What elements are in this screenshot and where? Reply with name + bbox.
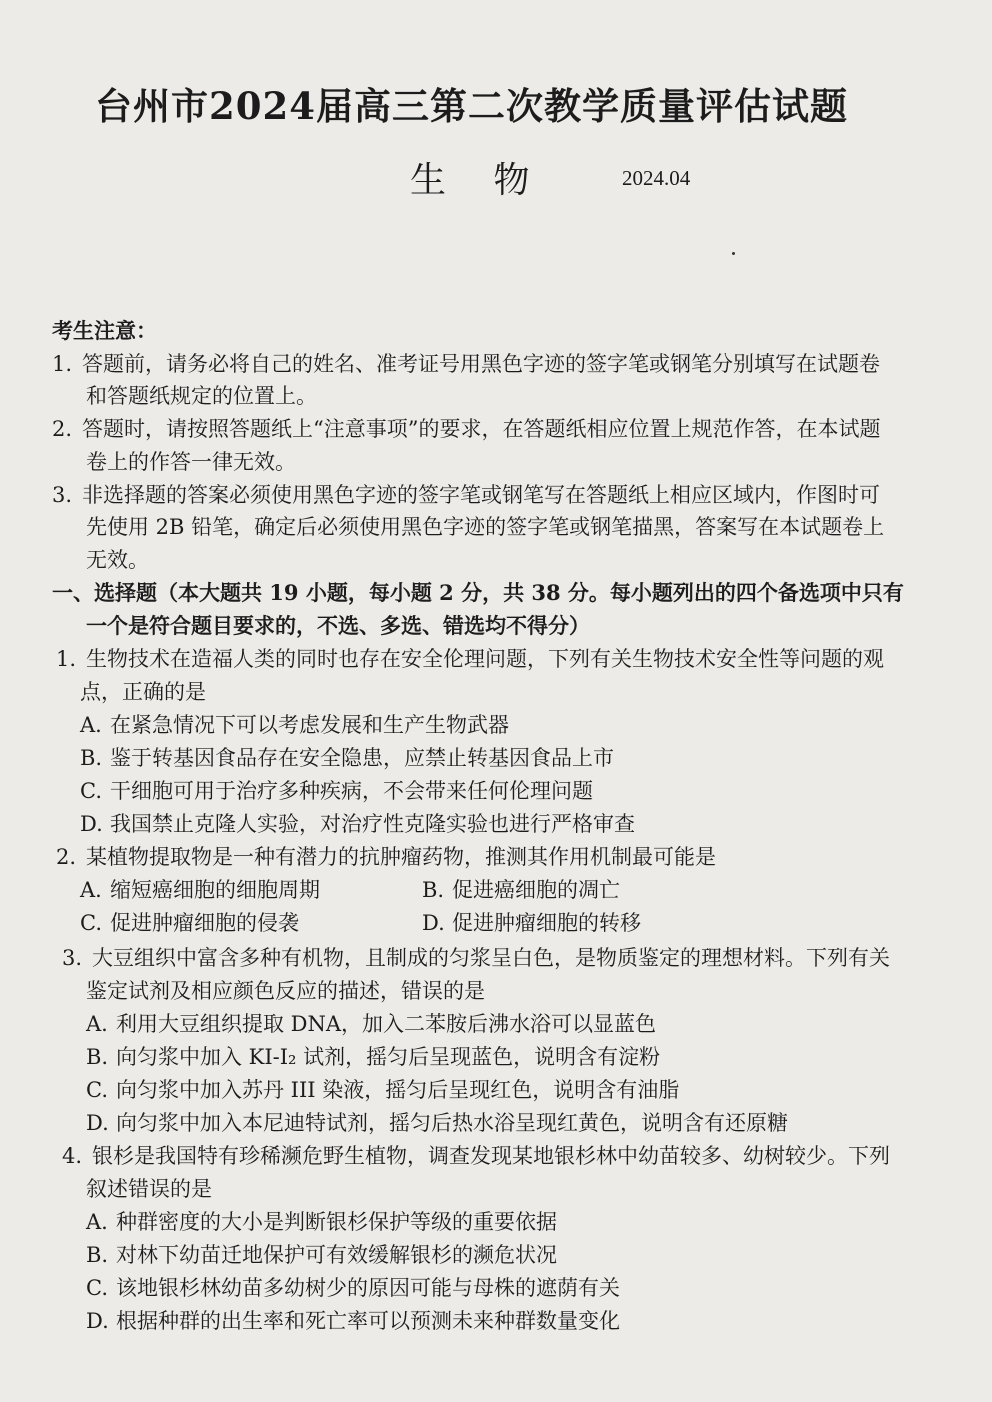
question-2-option-c [80,909,299,937]
option-text: 该地银杉林幼苗多幼树少的原因可能与母株的遮荫有关 [116,1276,620,1300]
exam-title: 台州市2024届高三第二次教学质量评估试题 [95,84,848,128]
question-4-option-c [86,1274,620,1302]
question-3-stem [62,944,890,972]
question-text: 叙述错误的是 [86,1177,212,1201]
option-label: D. [80,812,103,836]
question-1-option-c [80,777,593,805]
option-label: D. [86,1309,109,1333]
option-text: 根据种群的出生率和死亡率可以预测未来种群数量变化 [116,1309,620,1333]
scan-speck [732,252,735,255]
option-label: D. [422,911,445,935]
question-text: 鉴定试剂及相应颜色反应的描述，错误的是 [86,979,485,1003]
question-text: 生物技术在造福人类的同时也存在安全伦理问题，下列有关生物技术安全性等问题的观 [86,647,884,671]
option-label: B. [86,1243,109,1267]
question-text: 某植物提取物是一种有潜力的抗肿瘤药物，推测其作用机制最可能是 [86,845,716,869]
question-2-option-b [422,876,620,904]
notice-heading: 考生注意： [52,318,157,343]
question-3-option-b [86,1043,660,1071]
option-text: 对林下幼苗迁地保护可有效缓解银杉的濒危状况 [116,1243,557,1267]
question-text: 点，正确的是 [80,680,206,704]
notice-item-num: 2. [52,417,73,441]
option-text: 向匀浆中加入本尼迪特试剂，摇匀后热水浴呈现红黄色，说明含有还原糖 [116,1111,788,1135]
option-text: 缩短癌细胞的细胞周期 [110,878,320,902]
question-4-option-a [86,1208,557,1236]
option-text: 向匀浆中加入苏丹 III 染液，摇匀后呈现红色，说明含有油脂 [116,1078,680,1102]
question-2-option-a [80,876,320,904]
question-1-option-a [80,711,509,739]
exam-date: 2024.04 [622,166,691,190]
notice-item-text: 和答题纸规定的位置上。 [86,384,317,408]
notice-item-num: 1. [52,352,73,376]
option-text: 利用大豆组织提取 DNA，加入二苯胺后沸水浴可以显蓝色 [116,1012,657,1036]
question-1-option-d [80,810,635,838]
question-number: 3. [62,946,83,970]
question-4-stem [62,1142,890,1170]
question-1-option-b [80,744,614,772]
question-number: 2. [56,845,77,869]
question-1-stem [56,645,884,673]
subject-name: 生 物 [410,160,548,201]
option-text: 在紧急情况下可以考虑发展和生产生物武器 [110,713,509,737]
option-label: A. [80,713,102,737]
option-text: 向匀浆中加入 KI-I₂ 试剂，摇匀后呈现蓝色，说明含有淀粉 [116,1045,661,1069]
notice-item-text: 无效。 [86,548,149,572]
option-label: D. [86,1111,109,1135]
option-label: C. [86,1276,108,1300]
option-label: A. [86,1210,108,1234]
section-heading-cont: 一个是符合题目要求的，不选、多选、错选均不得分） [86,613,590,638]
option-label: C. [80,779,102,803]
notice-item-text: 非选择题的答案必须使用黑色字迹的签字笔或钢笔写在答题纸上相应区域内，作图时可 [82,483,880,507]
question-4-option-d [86,1307,620,1335]
question-text: 银杉是我国特有珍稀濒危野生植物，调查发现某地银杉林中幼苗较多、幼树较少。下列 [92,1144,890,1168]
question-2-stem [56,843,716,871]
option-label: A. [80,878,102,902]
question-4-option-b [86,1241,557,1269]
notice-item-num: 3. [52,483,73,507]
question-number: 1. [56,647,77,671]
notice-item-text: 答题时，请按照答题纸上“注意事项”的要求，在答题纸相应位置上规范作答，在本试题 [82,417,881,441]
question-3-option-a [86,1010,656,1038]
option-text: 鉴于转基因食品存在安全隐患，应禁止转基因食品上市 [110,746,614,770]
option-label: B. [422,878,445,902]
notice-item-1 [52,350,880,378]
notice-item-2 [52,415,880,443]
option-label: A. [86,1012,108,1036]
option-text: 促进肿瘤细胞的侵袭 [110,911,299,935]
notice-item-text: 答题前，请务必将自己的姓名、准考证号用黑色字迹的签字笔或钢笔分别填写在试题卷 [82,352,880,376]
option-label: B. [80,746,103,770]
option-text: 我国禁止克隆人实验，对治疗性克隆实验也进行严格审查 [110,812,635,836]
option-label: C. [80,911,102,935]
option-text: 种群密度的大小是判断银杉保护等级的重要依据 [116,1210,557,1234]
section-heading: 一、选择题（本大题共 19 小题，每小题 2 分，共 38 分。每小题列出的四个备选项中只有 [52,580,904,605]
question-3-option-d [86,1109,788,1137]
question-3-option-c [86,1076,679,1104]
option-label: C. [86,1078,108,1102]
question-text: 大豆组织中富含多种有机物，且制成的匀浆呈白色，是物质鉴定的理想材料。下列有关 [92,946,890,970]
notice-item-text: 先使用 2B 铅笔，确定后必须使用黑色字迹的签字笔或钢笔描黑，答案写在本试题卷上 [86,515,885,539]
question-number: 4. [62,1144,83,1168]
notice-item-3 [52,481,880,509]
option-text: 干细胞可用于治疗多种疾病，不会带来任何伦理问题 [110,779,593,803]
notice-item-text: 卷上的作答一律无效。 [86,450,296,474]
option-text: 促进癌细胞的凋亡 [452,878,620,902]
question-2-option-d [422,909,641,937]
option-text: 促进肿瘤细胞的转移 [452,911,641,935]
option-label: B. [86,1045,109,1069]
